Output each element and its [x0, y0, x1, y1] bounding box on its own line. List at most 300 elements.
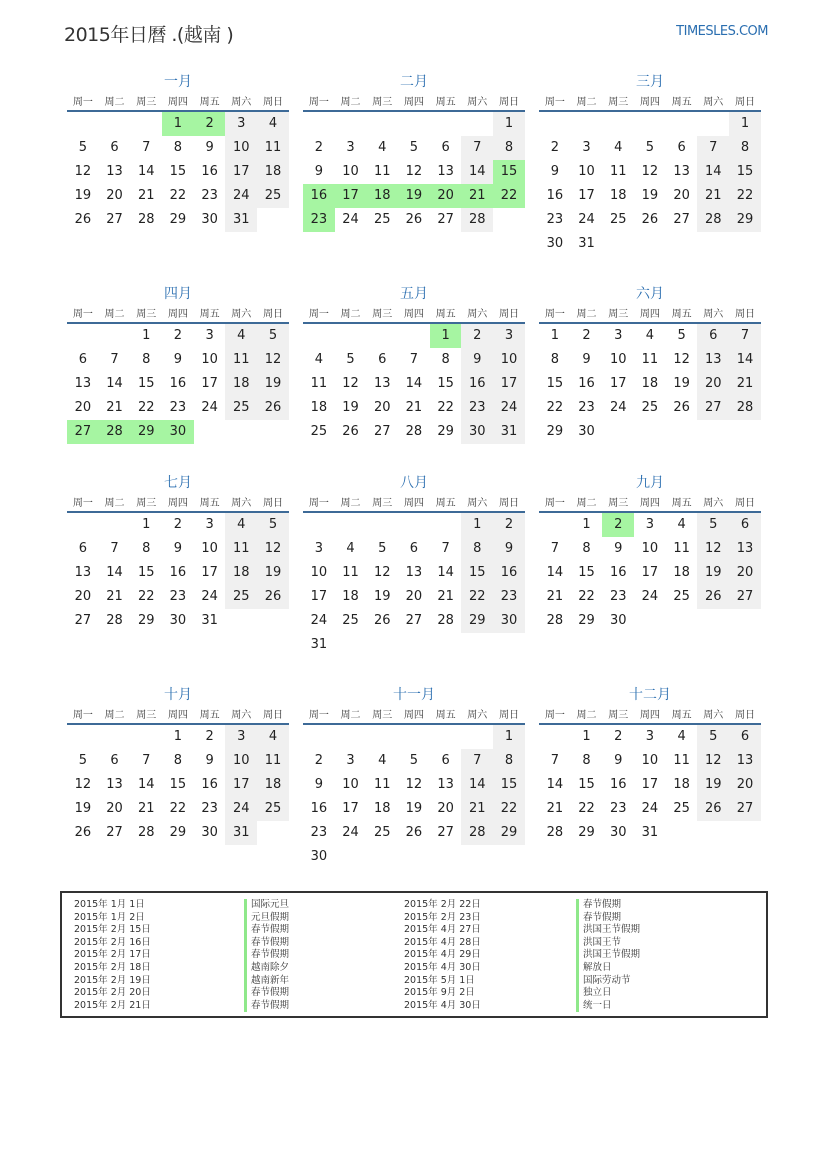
- day-cell[interactable]: 31: [225, 821, 257, 845]
- day-cell[interactable]: 26: [641, 212, 659, 227]
- day-cell[interactable]: 30: [461, 420, 493, 444]
- day-cell[interactable]: 21: [697, 184, 729, 208]
- day-cell[interactable]: 11: [342, 565, 359, 580]
- day-cell[interactable]: 28: [99, 420, 131, 444]
- day-cell[interactable]: 9: [205, 140, 214, 155]
- day-cell[interactable]: 12: [74, 777, 92, 792]
- day-cell[interactable]: 1: [461, 513, 493, 537]
- day-cell[interactable]: 18: [609, 188, 627, 203]
- day-cell[interactable]: 10: [641, 541, 659, 556]
- day-cell[interactable]: 4: [677, 729, 686, 744]
- day-cell[interactable]: 9: [205, 753, 214, 768]
- day-cell[interactable]: 5: [409, 753, 419, 768]
- day-cell[interactable]: 29: [169, 212, 187, 227]
- day-cell[interactable]: 20: [106, 188, 123, 203]
- day-cell[interactable]: 22: [137, 589, 155, 604]
- day-cell[interactable]: 2: [205, 729, 214, 744]
- day-cell[interactable]: 19: [697, 561, 729, 585]
- day-cell[interactable]: 2: [173, 328, 183, 343]
- day-cell[interactable]: 3: [225, 725, 257, 749]
- day-cell[interactable]: 14: [461, 160, 493, 184]
- day-cell[interactable]: 12: [342, 376, 359, 391]
- day-cell[interactable]: 5: [645, 140, 655, 155]
- day-cell[interactable]: 17: [641, 565, 659, 580]
- day-cell[interactable]: 25: [673, 801, 690, 816]
- day-cell[interactable]: 5: [78, 753, 87, 768]
- day-cell[interactable]: 7: [142, 140, 151, 155]
- day-cell[interactable]: 18: [366, 184, 398, 208]
- day-cell[interactable]: 7: [142, 753, 151, 768]
- day-cell[interactable]: 16: [461, 372, 493, 396]
- day-cell[interactable]: 24: [225, 184, 257, 208]
- day-cell[interactable]: 1: [173, 729, 183, 744]
- day-cell[interactable]: 23: [493, 585, 525, 609]
- day-cell[interactable]: 25: [225, 396, 257, 420]
- day-cell[interactable]: 4: [257, 725, 289, 749]
- day-cell[interactable]: 29: [729, 208, 761, 232]
- day-cell[interactable]: 4: [378, 140, 387, 155]
- day-cell[interactable]: 8: [493, 749, 525, 773]
- day-cell[interactable]: 8: [729, 136, 761, 160]
- day-cell[interactable]: 6: [729, 513, 761, 537]
- day-cell[interactable]: 9: [493, 537, 525, 561]
- day-cell[interactable]: 5: [378, 541, 387, 556]
- day-cell[interactable]: 18: [225, 561, 257, 585]
- day-cell[interactable]: 16: [201, 164, 218, 179]
- day-cell[interactable]: 6: [110, 753, 119, 768]
- day-cell[interactable]: 11: [310, 376, 328, 391]
- day-cell[interactable]: 12: [257, 348, 289, 372]
- day-cell[interactable]: 23: [461, 396, 493, 420]
- day-cell[interactable]: 6: [677, 140, 686, 155]
- day-cell[interactable]: 26: [697, 797, 729, 821]
- day-cell[interactable]: 19: [74, 188, 92, 203]
- day-cell[interactable]: 17: [493, 372, 525, 396]
- day-cell[interactable]: 24: [493, 396, 525, 420]
- day-cell[interactable]: 14: [546, 565, 564, 580]
- day-cell[interactable]: 18: [373, 801, 391, 816]
- day-cell[interactable]: 11: [257, 749, 289, 773]
- day-cell[interactable]: 21: [405, 400, 423, 415]
- day-cell[interactable]: 27: [74, 613, 92, 628]
- day-cell[interactable]: 24: [201, 400, 218, 415]
- day-cell[interactable]: 6: [110, 140, 119, 155]
- day-cell[interactable]: 20: [74, 400, 92, 415]
- day-cell[interactable]: 30: [201, 825, 218, 840]
- day-cell[interactable]: 17: [578, 188, 595, 203]
- day-cell[interactable]: 27: [437, 825, 454, 840]
- day-cell[interactable]: 21: [546, 589, 564, 604]
- day-cell[interactable]: 21: [137, 801, 155, 816]
- day-cell[interactable]: 19: [641, 188, 659, 203]
- day-cell[interactable]: 20: [437, 801, 454, 816]
- day-cell[interactable]: 30: [310, 849, 328, 864]
- day-cell[interactable]: 11: [609, 164, 627, 179]
- day-cell[interactable]: 8: [142, 541, 151, 556]
- day-cell[interactable]: 20: [673, 188, 690, 203]
- day-cell[interactable]: 12: [641, 164, 659, 179]
- day-cell[interactable]: 14: [546, 777, 564, 792]
- day-cell[interactable]: 23: [609, 589, 627, 604]
- day-cell[interactable]: 19: [398, 184, 430, 208]
- day-cell[interactable]: 12: [405, 777, 423, 792]
- day-cell[interactable]: 25: [641, 400, 659, 415]
- day-cell[interactable]: 27: [405, 613, 423, 628]
- day-cell[interactable]: 15: [437, 376, 454, 391]
- day-cell[interactable]: 30: [609, 825, 627, 840]
- day-cell[interactable]: 6: [441, 140, 450, 155]
- day-cell[interactable]: 29: [137, 613, 155, 628]
- day-cell[interactable]: 3: [205, 328, 214, 343]
- day-cell[interactable]: 29: [437, 424, 454, 439]
- day-cell[interactable]: 17: [225, 773, 257, 797]
- day-cell[interactable]: 6: [441, 753, 450, 768]
- day-cell[interactable]: 5: [78, 140, 87, 155]
- day-cell[interactable]: 5: [409, 140, 419, 155]
- day-cell[interactable]: 5: [257, 513, 289, 537]
- day-cell[interactable]: 23: [609, 801, 627, 816]
- day-cell[interactable]: 13: [106, 164, 123, 179]
- day-cell[interactable]: 1: [142, 328, 151, 343]
- day-cell[interactable]: 30: [493, 609, 525, 633]
- day-cell[interactable]: 26: [74, 825, 92, 840]
- day-cell[interactable]: 27: [106, 825, 123, 840]
- day-cell[interactable]: 21: [461, 184, 493, 208]
- day-cell[interactable]: 7: [550, 753, 559, 768]
- day-cell[interactable]: 24: [201, 589, 218, 604]
- day-cell[interactable]: 21: [106, 589, 123, 604]
- day-cell[interactable]: 11: [673, 753, 690, 768]
- day-cell[interactable]: 28: [461, 208, 493, 232]
- day-cell[interactable]: 3: [645, 729, 655, 744]
- day-cell[interactable]: 2: [314, 140, 323, 155]
- day-cell[interactable]: 11: [257, 136, 289, 160]
- day-cell[interactable]: 11: [373, 164, 391, 179]
- day-cell[interactable]: 7: [110, 541, 119, 556]
- day-cell[interactable]: 20: [106, 801, 123, 816]
- day-cell[interactable]: 27: [697, 396, 729, 420]
- day-cell[interactable]: 24: [609, 400, 627, 415]
- day-cell[interactable]: 22: [169, 801, 187, 816]
- day-cell[interactable]: 12: [257, 537, 289, 561]
- day-cell[interactable]: 31: [641, 825, 659, 840]
- day-cell[interactable]: 8: [461, 537, 493, 561]
- day-cell[interactable]: 18: [257, 773, 289, 797]
- day-cell[interactable]: 4: [314, 352, 323, 367]
- day-cell[interactable]: 30: [546, 236, 564, 251]
- day-cell[interactable]: 10: [578, 164, 595, 179]
- day-cell[interactable]: 19: [257, 372, 289, 396]
- day-cell[interactable]: 22: [546, 400, 564, 415]
- day-cell[interactable]: 19: [373, 589, 391, 604]
- day-cell[interactable]: 1: [550, 328, 559, 343]
- day-cell[interactable]: 14: [437, 565, 454, 580]
- day-cell[interactable]: 17: [225, 160, 257, 184]
- day-cell[interactable]: 6: [378, 352, 387, 367]
- day-cell[interactable]: 3: [614, 328, 623, 343]
- day-cell[interactable]: 19: [405, 801, 423, 816]
- day-cell[interactable]: 8: [173, 140, 183, 155]
- day-cell[interactable]: 28: [137, 212, 155, 227]
- day-cell[interactable]: 1: [142, 517, 151, 532]
- day-cell[interactable]: 16: [578, 376, 595, 391]
- day-cell[interactable]: 12: [697, 749, 729, 773]
- day-cell[interactable]: 24: [310, 613, 328, 628]
- day-cell[interactable]: 27: [729, 797, 761, 821]
- day-cell[interactable]: 3: [314, 541, 323, 556]
- day-cell[interactable]: 12: [697, 537, 729, 561]
- day-cell[interactable]: 4: [677, 517, 686, 532]
- day-cell[interactable]: 22: [461, 585, 493, 609]
- day-cell[interactable]: 14: [697, 160, 729, 184]
- day-cell[interactable]: 22: [169, 188, 187, 203]
- day-cell[interactable]: 10: [609, 352, 627, 367]
- day-cell[interactable]: 10: [342, 164, 359, 179]
- day-cell[interactable]: 20: [74, 589, 92, 604]
- day-cell[interactable]: 20: [729, 561, 761, 585]
- day-cell[interactable]: 15: [493, 160, 525, 184]
- day-cell[interactable]: 16: [303, 184, 335, 208]
- day-cell[interactable]: 10: [493, 348, 525, 372]
- day-cell[interactable]: 13: [373, 376, 391, 391]
- day-cell[interactable]: 20: [697, 372, 729, 396]
- day-cell[interactable]: 25: [373, 825, 391, 840]
- day-cell[interactable]: 6: [78, 352, 87, 367]
- day-cell[interactable]: 28: [546, 613, 564, 628]
- day-cell[interactable]: 3: [205, 517, 214, 532]
- day-cell[interactable]: 29: [578, 825, 595, 840]
- day-cell[interactable]: 31: [201, 613, 218, 628]
- day-cell[interactable]: 2: [550, 140, 559, 155]
- day-cell[interactable]: 21: [546, 801, 564, 816]
- day-cell[interactable]: 7: [729, 324, 761, 348]
- day-cell[interactable]: 17: [201, 376, 218, 391]
- day-cell[interactable]: 27: [106, 212, 123, 227]
- day-cell[interactable]: 13: [673, 164, 690, 179]
- day-cell[interactable]: 24: [342, 825, 359, 840]
- day-cell[interactable]: 28: [461, 821, 493, 845]
- day-cell[interactable]: 18: [257, 160, 289, 184]
- day-cell[interactable]: 5: [697, 725, 729, 749]
- day-cell[interactable]: 7: [461, 136, 493, 160]
- day-cell[interactable]: 9: [461, 348, 493, 372]
- day-cell[interactable]: 2: [461, 324, 493, 348]
- day-cell[interactable]: 31: [578, 236, 595, 251]
- day-cell[interactable]: 16: [310, 801, 328, 816]
- day-cell[interactable]: 19: [257, 561, 289, 585]
- day-cell[interactable]: 17: [641, 777, 659, 792]
- day-cell[interactable]: 11: [641, 352, 659, 367]
- day-cell[interactable]: 12: [74, 164, 92, 179]
- day-cell[interactable]: 15: [137, 565, 155, 580]
- day-cell[interactable]: 5: [677, 328, 686, 343]
- day-cell[interactable]: 15: [461, 561, 493, 585]
- day-cell[interactable]: 4: [378, 753, 387, 768]
- day-cell[interactable]: 10: [342, 777, 359, 792]
- day-cell[interactable]: 10: [201, 352, 218, 367]
- day-cell[interactable]: 25: [257, 184, 289, 208]
- day-cell[interactable]: 13: [74, 376, 92, 391]
- day-cell[interactable]: 5: [346, 352, 355, 367]
- day-cell[interactable]: 22: [493, 797, 525, 821]
- day-cell[interactable]: 1: [493, 725, 525, 749]
- day-cell[interactable]: 16: [169, 565, 187, 580]
- day-cell[interactable]: 31: [225, 208, 257, 232]
- day-cell[interactable]: 27: [729, 585, 761, 609]
- day-cell[interactable]: 28: [405, 424, 423, 439]
- day-cell[interactable]: 12: [405, 164, 423, 179]
- day-cell[interactable]: 25: [225, 585, 257, 609]
- day-cell[interactable]: 30: [201, 212, 218, 227]
- day-cell[interactable]: 15: [729, 160, 761, 184]
- day-cell[interactable]: 25: [673, 589, 690, 604]
- day-cell[interactable]: 24: [641, 801, 659, 816]
- day-cell[interactable]: 1: [162, 112, 194, 136]
- day-cell[interactable]: 18: [225, 372, 257, 396]
- day-cell[interactable]: 1: [582, 517, 591, 532]
- day-cell[interactable]: 1: [430, 324, 462, 348]
- day-cell[interactable]: 8: [493, 136, 525, 160]
- day-cell[interactable]: 29: [493, 821, 525, 845]
- day-cell[interactable]: 28: [697, 208, 729, 232]
- day-cell[interactable]: 6: [409, 541, 419, 556]
- day-cell[interactable]: 2: [194, 112, 226, 136]
- day-cell[interactable]: 3: [582, 140, 591, 155]
- day-cell[interactable]: 15: [493, 773, 525, 797]
- day-cell[interactable]: 20: [729, 773, 761, 797]
- day-cell[interactable]: 19: [697, 773, 729, 797]
- day-cell[interactable]: 26: [673, 400, 690, 415]
- day-cell[interactable]: 18: [673, 565, 690, 580]
- day-cell[interactable]: 16: [609, 565, 627, 580]
- day-cell[interactable]: 30: [169, 613, 187, 628]
- day-cell[interactable]: 28: [106, 613, 123, 628]
- day-cell[interactable]: 10: [225, 749, 257, 773]
- day-cell[interactable]: 14: [137, 164, 155, 179]
- day-cell[interactable]: 3: [346, 140, 355, 155]
- day-cell[interactable]: 25: [310, 424, 328, 439]
- day-cell[interactable]: 4: [346, 541, 355, 556]
- day-cell[interactable]: 18: [673, 777, 690, 792]
- day-cell[interactable]: 11: [225, 537, 257, 561]
- day-cell[interactable]: 29: [461, 609, 493, 633]
- day-cell[interactable]: 30: [609, 613, 627, 628]
- day-cell[interactable]: 8: [582, 541, 591, 556]
- day-cell[interactable]: 28: [729, 396, 761, 420]
- day-cell[interactable]: 14: [106, 376, 123, 391]
- day-cell[interactable]: 7: [461, 749, 493, 773]
- day-cell[interactable]: 10: [641, 753, 659, 768]
- day-cell[interactable]: 14: [137, 777, 155, 792]
- day-cell[interactable]: 26: [405, 825, 423, 840]
- day-cell[interactable]: 27: [67, 420, 99, 444]
- day-cell[interactable]: 23: [310, 825, 328, 840]
- day-cell[interactable]: 18: [310, 400, 328, 415]
- day-cell[interactable]: 9: [314, 164, 323, 179]
- day-cell[interactable]: 24: [342, 212, 359, 227]
- day-cell[interactable]: 25: [609, 212, 627, 227]
- day-cell[interactable]: 15: [578, 565, 595, 580]
- day-cell[interactable]: 13: [437, 164, 454, 179]
- day-cell[interactable]: 23: [303, 208, 335, 232]
- day-cell[interactable]: 4: [225, 513, 257, 537]
- day-cell[interactable]: 21: [106, 400, 123, 415]
- day-cell[interactable]: 6: [729, 725, 761, 749]
- day-cell[interactable]: 16: [169, 376, 187, 391]
- day-cell[interactable]: 21: [137, 188, 155, 203]
- day-cell[interactable]: 9: [614, 541, 623, 556]
- day-cell[interactable]: 3: [346, 753, 355, 768]
- day-cell[interactable]: 26: [342, 424, 359, 439]
- day-cell[interactable]: 9: [614, 753, 623, 768]
- day-cell[interactable]: 16: [609, 777, 627, 792]
- day-cell[interactable]: 13: [697, 348, 729, 372]
- day-cell[interactable]: 8: [582, 753, 591, 768]
- day-cell[interactable]: 12: [373, 565, 391, 580]
- day-cell[interactable]: 2: [314, 753, 323, 768]
- day-cell[interactable]: 21: [729, 372, 761, 396]
- day-cell[interactable]: 29: [578, 613, 595, 628]
- day-cell[interactable]: 31: [310, 637, 328, 652]
- day-cell[interactable]: 8: [550, 352, 559, 367]
- day-cell[interactable]: 21: [461, 797, 493, 821]
- day-cell[interactable]: 5: [257, 324, 289, 348]
- day-cell[interactable]: 1: [582, 729, 591, 744]
- day-cell[interactable]: 7: [409, 352, 419, 367]
- day-cell[interactable]: 11: [225, 348, 257, 372]
- day-cell[interactable]: 4: [614, 140, 623, 155]
- day-cell[interactable]: 27: [673, 212, 690, 227]
- day-cell[interactable]: 15: [546, 376, 564, 391]
- day-cell[interactable]: 16: [493, 561, 525, 585]
- day-cell[interactable]: 24: [578, 212, 595, 227]
- day-cell[interactable]: 30: [162, 420, 194, 444]
- day-cell[interactable]: 28: [546, 825, 564, 840]
- day-cell[interactable]: 31: [493, 420, 525, 444]
- day-cell[interactable]: 19: [342, 400, 359, 415]
- day-cell[interactable]: 8: [173, 753, 183, 768]
- day-cell[interactable]: 4: [257, 112, 289, 136]
- day-cell[interactable]: 2: [614, 729, 623, 744]
- day-cell[interactable]: 24: [225, 797, 257, 821]
- day-cell[interactable]: 15: [137, 376, 155, 391]
- day-cell[interactable]: 23: [201, 188, 218, 203]
- brand-logo-text[interactable]: TIMESLES.COM: [676, 24, 768, 39]
- day-cell[interactable]: 29: [130, 420, 162, 444]
- day-cell[interactable]: 14: [461, 773, 493, 797]
- day-cell[interactable]: 22: [578, 589, 595, 604]
- day-cell[interactable]: 23: [169, 400, 187, 415]
- day-cell[interactable]: 11: [673, 541, 690, 556]
- day-cell[interactable]: 28: [437, 613, 454, 628]
- day-cell[interactable]: 22: [137, 400, 155, 415]
- day-cell[interactable]: 18: [641, 376, 659, 391]
- day-cell[interactable]: 26: [405, 212, 423, 227]
- day-cell[interactable]: 13: [437, 777, 454, 792]
- day-cell[interactable]: 2: [602, 513, 634, 537]
- day-cell[interactable]: 28: [137, 825, 155, 840]
- day-cell[interactable]: 12: [673, 352, 690, 367]
- day-cell[interactable]: 21: [437, 589, 454, 604]
- day-cell[interactable]: 30: [578, 424, 595, 439]
- day-cell[interactable]: 17: [342, 801, 359, 816]
- day-cell[interactable]: 2: [582, 328, 591, 343]
- day-cell[interactable]: 17: [609, 376, 627, 391]
- day-cell[interactable]: 20: [373, 400, 391, 415]
- day-cell[interactable]: 13: [106, 777, 123, 792]
- day-cell[interactable]: 6: [697, 324, 729, 348]
- day-cell[interactable]: 16: [546, 188, 564, 203]
